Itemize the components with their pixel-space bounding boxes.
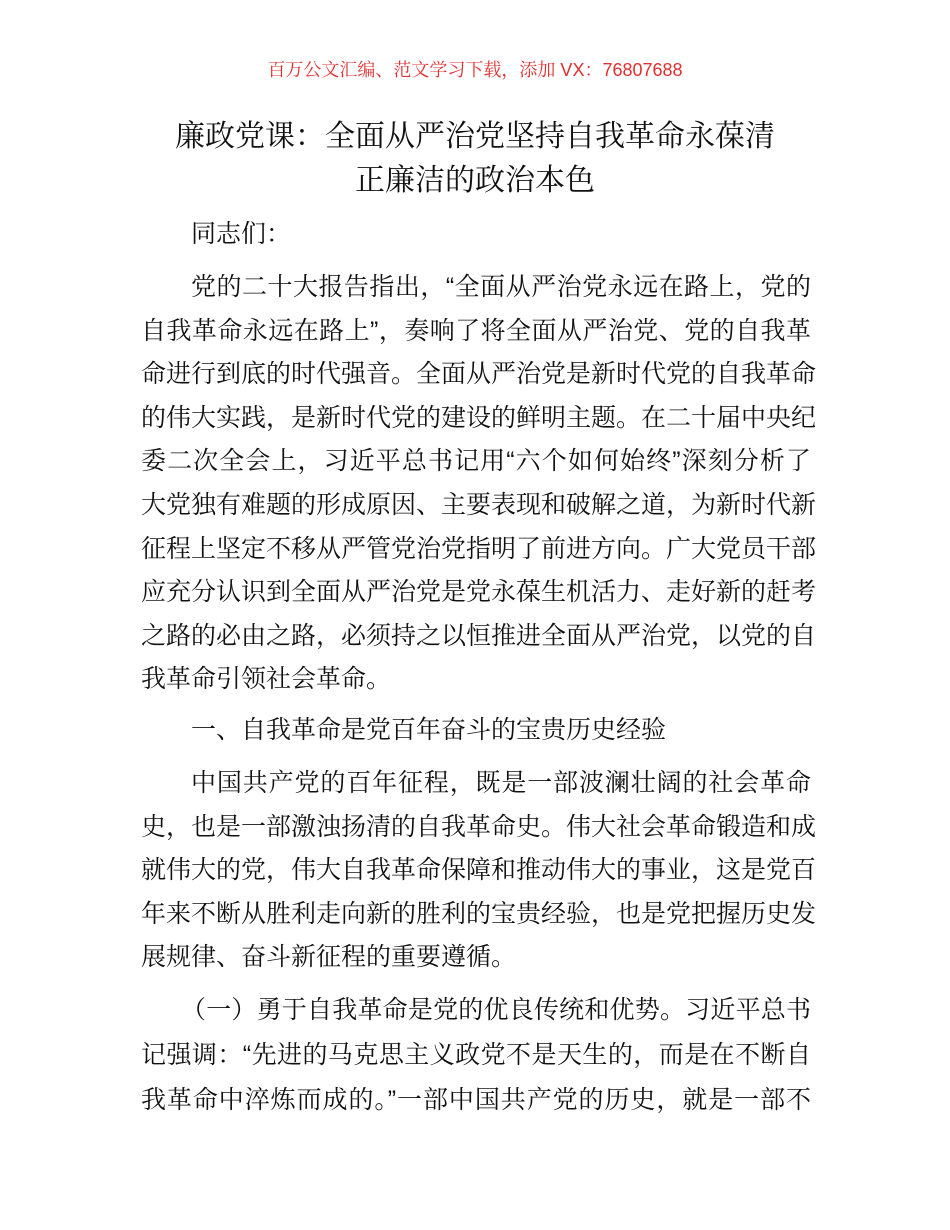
greeting — [141, 213, 811, 257]
text-line: 史，也是一部激浊扬清的自我革命史。伟大社会革命锻造和成 — [141, 812, 817, 841]
text-line: 应充分认识到全面从严治党是党永葆生机活力、走好新的赶考 — [141, 578, 817, 607]
paragraph-3 — [141, 988, 811, 1123]
paragraph-1 — [141, 266, 817, 702]
text-line: 征程上坚定不移从严管党治党指明了前进方向。广大党员干部 — [141, 534, 817, 563]
heading-text: 一、自我革命是党百年奋斗的宝贵历史经验 — [191, 716, 667, 744]
title-line: 正廉洁的政治本色 — [355, 164, 595, 197]
header-banner: 百万公文汇编、范文学习下载，添加 VX：76807688 — [267, 60, 683, 80]
text-line: 委二次全会上，习近平总书记用“六个如何始终”深刻分析了 — [141, 447, 811, 476]
text-line: 中国共产党的百年征程，既是一部波澜壮阔的社会革命 — [191, 769, 811, 797]
text-line: 自我革命永远在路上”，奏响了将全面从严治党、党的自我革 — [141, 316, 811, 345]
paragraph-2 — [141, 762, 817, 980]
text-line: 之路的必由之路，必须持之以恒推进全面从严治党，以党的自 — [141, 621, 817, 650]
text-line: 我革命中淬炼而成的。”一部中国共产党的历史，就是一部不 — [141, 1086, 811, 1114]
document-title — [100, 115, 850, 203]
text-line: 展规律、奋斗新征程的重要遵循。 — [141, 943, 517, 972]
text-line: 年来不断从胜利走向新的胜利的宝贵经验，也是党把握历史发 — [141, 899, 817, 928]
greeting-text: 同志们： — [191, 220, 292, 248]
text-line: 就伟大的党，伟大自我革命保障和推动伟大的事业，这是党百 — [141, 856, 817, 885]
text-line: 记强调：“先进的马克思主义政党不是天生的，而是在不断自 — [141, 1041, 811, 1069]
section-heading — [141, 709, 811, 753]
text-line: 的伟大实践，是新时代党的建设的鲜明主题。在二十届中央纪 — [141, 403, 817, 432]
text-line: （一）勇于自我革命是党的优良传统和优势。习近平总书 — [181, 996, 811, 1024]
text-line: 党的二十大报告指出，“全面从严治党永远在路上，党的 — [191, 273, 811, 301]
title-line: 廉政党课：全面从严治党坚持自我革命永葆清 — [175, 120, 775, 153]
text-line: 我革命引领社会革命。 — [141, 665, 392, 694]
text-line: 大党独有难题的形成原因、主要表现和破解之道，为新时代新 — [141, 490, 817, 519]
text-line: 命进行到底的时代强音。全面从严治党是新时代党的自我革命 — [141, 360, 817, 389]
